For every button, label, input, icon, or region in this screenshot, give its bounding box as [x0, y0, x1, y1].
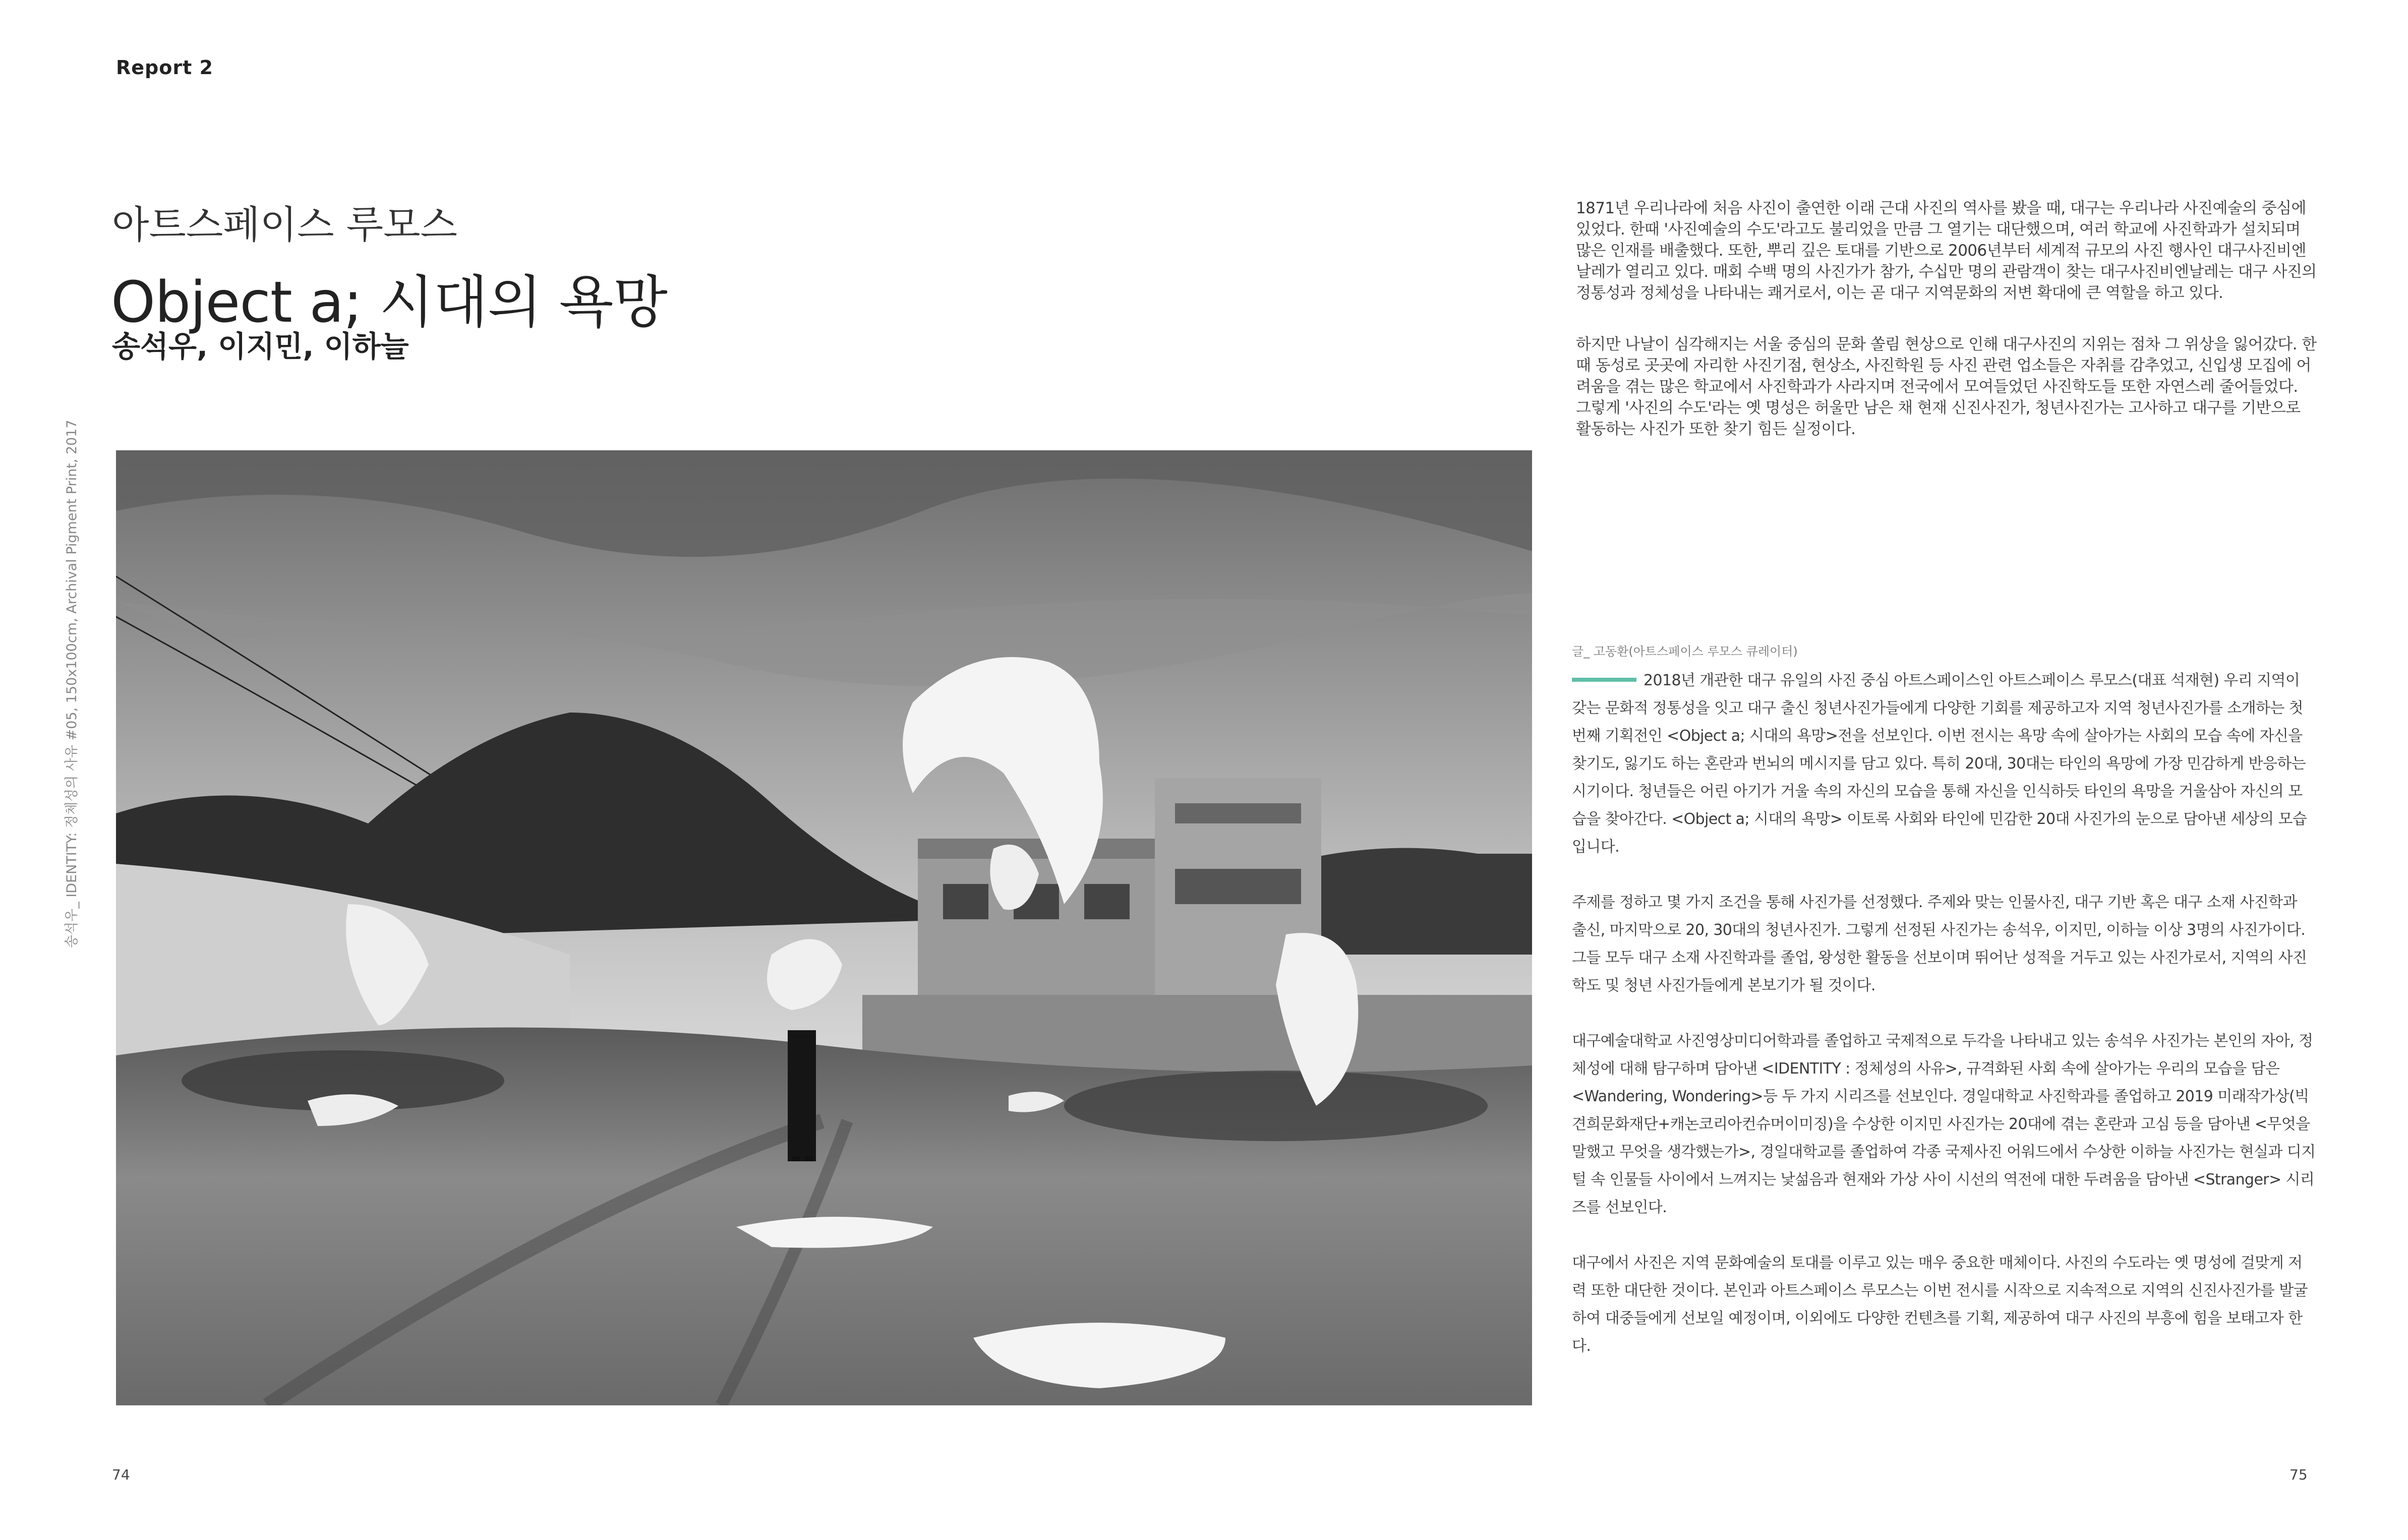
body-paragraph [1572, 667, 2316, 861]
photo-credit-text: 송석우_ IDENTITY: 정체성의 사유 #05, 150x100cm, Archival Pigment Print, 2017 [64, 420, 80, 948]
feature-photo [116, 450, 1532, 1405]
section-label: Report 2 [116, 56, 213, 79]
byline: 글_ 고동환(아트스페이스 루모스 큐레이터) [1572, 644, 1798, 659]
intro-paragraph: 하지만 나날이 심각해지는 서울 중심의 문화 쏠림 현상으로 인해 대구사진의 지위는 점차 그 위상을 잃어갔다. 한때 동성로 곳곳에 자리한 사진기점, 현상소, 사진학원 등 사진 관련 업소들은 자취를 감추었고, 신입생 모집에 어려움을 겪는 많은 학교에서 사진학과가 사라지며 전국에서 모여들었던 사진학도들 또한 자연스레 줄어들었다. 그렇게 '사진의 수도'라는 옛 명성은 허울만 남은 채 현재 신진사진가, 청년사진가는 고사하고 대구를 기반으로 활동하는 사진가 또한 찾기 힘든 실정이다. [1576, 335, 2317, 438]
page-number-left: 74 [112, 1466, 130, 1483]
accent-rule [1572, 678, 1636, 682]
body-paragraph: 주제를 정하고 몇 가지 조건을 통해 사진가를 선정했다. 주제와 맞는 인물사진, 대구 기반 혹은 대구 소재 사진학과 출신, 마지막으로 20, 30대의 청년사진가. 그렇게 선정된 사진가는 송석우, 이지민, 이하늘 이상 3명의 사진가이다. 그들 모두 대구 소재 사진학과를 졸업, 왕성한 활동을 선보이며 뛰어난 성적을 거두고 있는 사진가로서, 지역의 사진학도 및 청년 사진가들에게 본보기가 될 것이다. [1572, 894, 2307, 994]
page-number-right: 75 [2289, 1466, 2308, 1483]
venue-name: 아트스페이스 루모스 [112, 202, 457, 247]
artist-names: 송석우, 이지민, 이하늘 [112, 329, 409, 364]
article-title: Object a; 시대의 욕망 [111, 270, 667, 335]
body-paragraph: 대구에서 사진은 지역 문화예술의 토대를 이루고 있는 매우 중요한 매체이다. 사진의 수도라는 옛 명성에 걸맞게 저력 또한 대단한 것이다. 본인과 아트스페이스 루모스는 이번 전시를 시작으로 지속적으로 지역의 신진사진가를 발굴하여 대중들에게 선보일 예정이며, 이외에도 다양한 컨텐츠를 기획, 제공하여 대구 사진의 부흥에 힘을 보태고자 한다. [1572, 1254, 2308, 1355]
photo-illustration [116, 450, 1532, 1405]
body-paragraph-text: 2018년 개관한 대구 유일의 사진 중심 아트스페이스인 아트스페이스 루모스(대표 석재현) 우리 지역이 갖는 문화적 정통성을 잇고 대구 출신 청년사진가들에게 다양한 기회를 제공하고자 지역 청년사진가를 소개하는 첫 번째 기획전인 <Object a; 시대의 욕망>전을 선보인다. 이번 전시는 욕망 속에 살아가는 사회의 모습 속에 자신을 찾기도, 잃기도 하는 혼란과 번뇌의 메시지를 담고 있다. 특히 20대, 30대는 타인의 욕망에 가장 민감하게 반응하는 시기이다. 청년들은 어린 아기가 거울 속의 자신의 모습을 통해 자신을 인식하듯 타인의 욕망을 거울삼아 자신의 모습을 찾아간다. <Object a; 시대의 욕망> 이토록 사회와 타인에 민감한 20대 사진가의 눈으로 담아낸 세상의 모습입니다. [1572, 672, 2307, 856]
photo-credit [61, 420, 80, 963]
intro-section [1576, 198, 2317, 470]
intro-paragraph: 1871년 우리나라에 처음 사진이 출연한 이래 근대 사진의 역사를 봤을 때, 대구는 우리나라 사진예술의 중심에 있었다. 한때 '사진예술의 수도'라고도 불리었을 만큼 그 열기는 대단했으며, 여러 학교에 사진학과가 설치되며 많은 인재를 배출했다. 또한, 뿌리 깊은 토대를 기반으로 2006년부터 세계적 규모의 사진 행사인 대구사진비엔날레가 열리고 있다. 매회 수백 명의 사진가가 참가, 수십만 명의 관람객이 찾는 대구사진비엔날레는 대구 사진의 정통성과 정체성을 나타내는 쾌거로서, 이는 곧 대구 지역문화의 저변 확대에 큰 역할을 하고 있다. [1576, 199, 2317, 302]
article-body [1572, 667, 2316, 1388]
body-paragraph: 대구예술대학교 사진영상미디어학과를 졸업하고 국제적으로 두각을 나타내고 있는 송석우 사진가는 본인의 자아, 정체성에 대해 탐구하며 담아낸 <IDENTITY : 정체성의 사유>, 규격화된 사회 속에 살아가는 우리의 모습을 담은 <Wandering, Wondering>등 두 가지 시리즈를 선보인다. 경일대학교 사진학과를 졸업하고 2019 미래작가상(빅견희문화재단+캐논코리아컨슈머이미징)을 수상한 이지민 사진가는 20대에 겪는 혼란과 고심 등을 담아낸 <무엇을 말했고 무엇을 생각했는가>, 경일대학교를 졸업하여 각종 국제사진 어워드에서 수상한 이하늘 사진가는 현실과 디지털 속 인물들 사이에서 느껴지는 낯섦음과 현재와 가상 사이 시선의 역전에 대한 두려움을 담아낸 <Stranger> 시리즈를 선보인다. [1572, 1032, 2316, 1216]
